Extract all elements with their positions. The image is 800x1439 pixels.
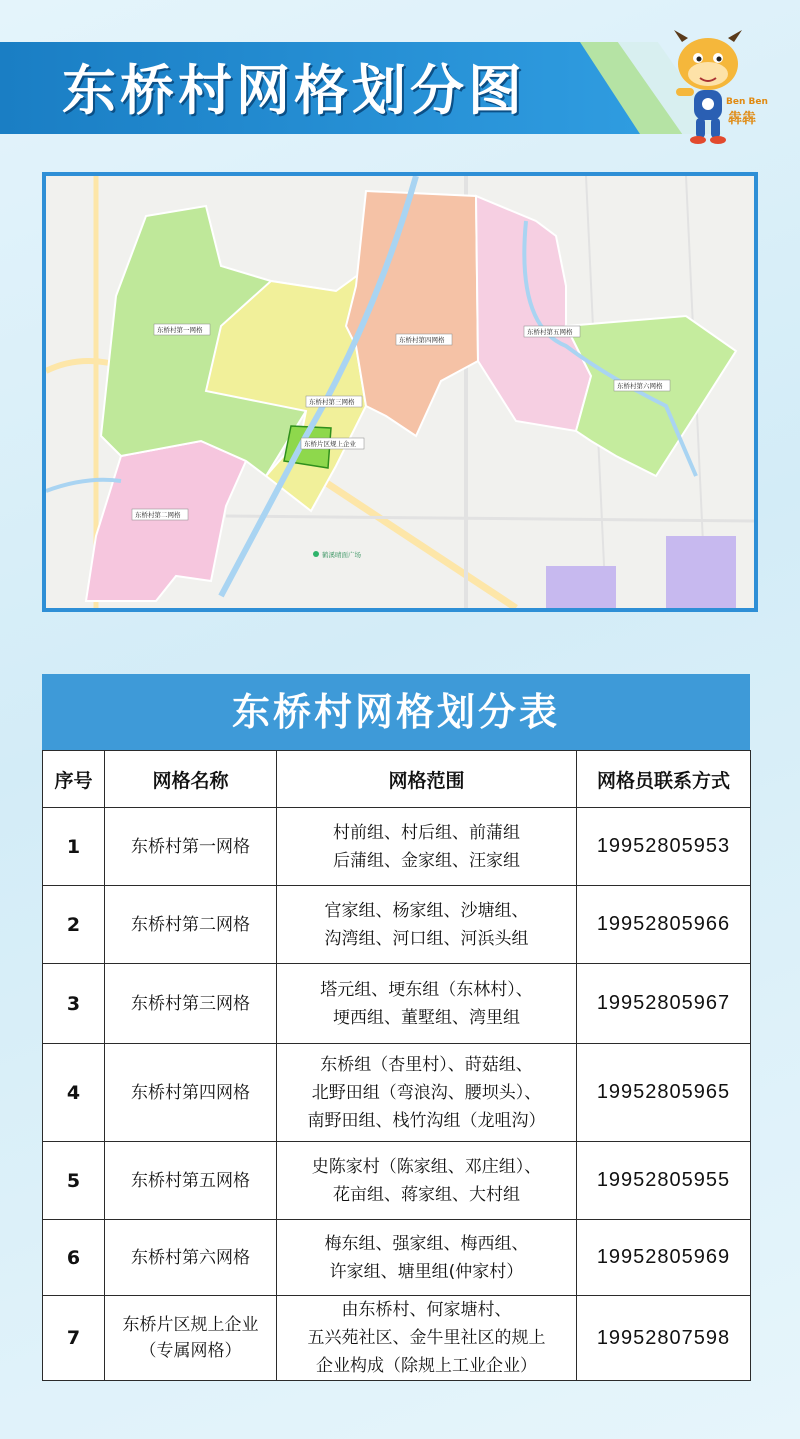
table-row — [43, 1044, 751, 1142]
grid-division-table — [42, 750, 751, 1381]
grid-4-label: 东桥村第四网格 — [399, 336, 445, 344]
table-row — [43, 1220, 751, 1296]
grid-2-region[interactable] — [86, 441, 246, 601]
grid-scope-line: 沟湾组、河口组、河浜头组 — [324, 928, 529, 949]
grid-name-line: 东桥村第二网格 — [131, 914, 250, 935]
contact-phone[interactable]: 19952805953 — [577, 808, 751, 886]
grid-scope-line: 史陈家村（陈家组、邓庄组）、 — [311, 1156, 542, 1177]
row-number: 4 — [43, 1044, 105, 1142]
plaza-label: 鹤溪晴面广场 — [322, 551, 361, 559]
grid-name-cell — [105, 1296, 277, 1381]
row-number: 3 — [43, 964, 105, 1044]
mascot-name-zh: 犇犇 — [728, 111, 756, 127]
grid-scope-line: 花亩组、蒋家组、大村组 — [333, 1184, 520, 1205]
grid-name-line: （专属网格） — [139, 1341, 242, 1361]
grid-6-label: 东桥村第六网格 — [617, 382, 663, 390]
table-row — [43, 1142, 751, 1220]
row-number: 5 — [43, 1142, 105, 1220]
grid-name-cell — [105, 1044, 277, 1142]
grid-name-cell — [105, 886, 277, 964]
row-number: 2 — [43, 886, 105, 964]
grid-scope-line: 埂西组、董墅组、湾里组 — [333, 1007, 520, 1028]
grid-3-label: 东桥村第三网格 — [309, 398, 355, 406]
grid-name-line: 东桥村第六网格 — [131, 1247, 250, 1268]
mascot-logo — [658, 28, 758, 146]
enterprise-grid-label: 东桥片区规上企业 — [304, 440, 356, 448]
grid-scope-line: 企业构成（除规上工业企业） — [316, 1356, 537, 1376]
row-number: 6 — [43, 1220, 105, 1296]
header-name: 网格名称 — [105, 751, 277, 808]
grid-scope-cell — [277, 886, 577, 964]
grid-scope-cell — [277, 1220, 577, 1296]
grid-name-cell — [105, 808, 277, 886]
grid-name-line: 东桥村第三网格 — [131, 993, 250, 1014]
grid-name-cell — [105, 1142, 277, 1220]
grid-name-line: 东桥村第一网格 — [131, 836, 250, 857]
table-header-row — [43, 751, 751, 808]
grid-map[interactable] — [46, 176, 754, 608]
grid-6-region[interactable] — [566, 316, 736, 476]
grid-1-label: 东桥村第一网格 — [157, 326, 203, 334]
grid-scope-cell — [277, 964, 577, 1044]
header-no: 序号 — [43, 751, 105, 808]
table-row — [43, 808, 751, 886]
grid-name-cell — [105, 1220, 277, 1296]
grid-scope-line: 五兴苑社区、金牛里社区的规上 — [307, 1328, 546, 1348]
grid-scope-line: 北野田组（弯浪沟、腰坝头）、 — [311, 1082, 542, 1103]
grid-name-line: 东桥片区规上企业 — [122, 1315, 259, 1335]
grid-scope-line: 南野田组、栈竹沟组（龙咀沟） — [307, 1110, 546, 1131]
contact-phone[interactable]: 19952807598 — [577, 1296, 751, 1381]
map-block — [546, 566, 616, 608]
grid-scope-cell — [277, 1296, 577, 1381]
grid-scope-line: 梅东组、强家组、梅西组、 — [324, 1233, 529, 1254]
row-number: 7 — [43, 1296, 105, 1381]
grid-scope-cell — [277, 808, 577, 886]
header-scope: 网格范围 — [277, 751, 577, 808]
grid-scope-line: 塔元组、埂东组（东林村）、 — [320, 979, 533, 1000]
page-title: 东桥村网格划分图 — [62, 59, 526, 122]
grid-name-line: 东桥村第五网格 — [131, 1170, 250, 1191]
contact-phone[interactable]: 19952805955 — [577, 1142, 751, 1220]
contact-phone[interactable]: 19952805965 — [577, 1044, 751, 1142]
grid-scope-cell — [277, 1142, 577, 1220]
grid-scope-line: 村前组、村后组、前蒲组 — [333, 822, 520, 843]
contact-phone[interactable]: 19952805966 — [577, 886, 751, 964]
contact-phone[interactable]: 19952805967 — [577, 964, 751, 1044]
grid-5-label: 东桥村第五网格 — [527, 328, 573, 336]
grid-scope-line: 后蒲组、金家组、汪家组 — [333, 850, 520, 871]
grid-name-cell — [105, 964, 277, 1044]
map-block — [666, 536, 736, 608]
map-frame — [42, 172, 758, 612]
table-row — [43, 1296, 751, 1381]
table-row — [43, 964, 751, 1044]
row-number: 1 — [43, 808, 105, 886]
grid-table — [42, 674, 750, 1380]
grid-scope-line: 东桥组（杏里村）、莳菇组、 — [320, 1054, 533, 1075]
contact-phone[interactable]: 19952805969 — [577, 1220, 751, 1296]
mascot-name-en: Ben Ben — [726, 97, 768, 107]
table-title: 东桥村网格划分表 — [42, 674, 750, 750]
grid-2-label: 东桥村第二网格 — [135, 511, 181, 519]
grid-name-line: 东桥村第四网格 — [131, 1082, 250, 1103]
grid-scope-line: 许家组、塘里组(仲家村） — [329, 1261, 524, 1282]
grid-scope-line: 官家组、杨家组、沙塘组、 — [324, 900, 529, 921]
header-contact: 网格员联系方式 — [577, 751, 751, 808]
grid-scope-line: 由东桥村、何家塘村、 — [341, 1300, 512, 1320]
table-row — [43, 886, 751, 964]
grid-scope-cell — [277, 1044, 577, 1142]
